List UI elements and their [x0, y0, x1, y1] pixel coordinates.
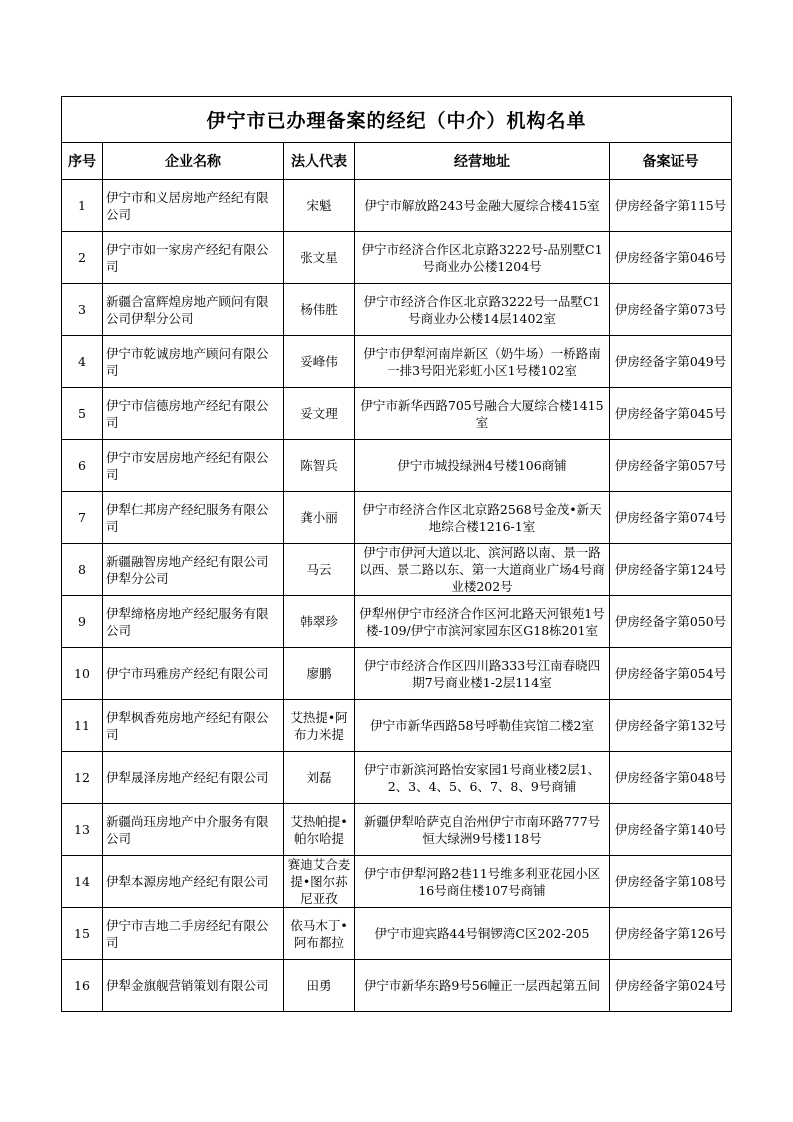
- cell-company-name-text: 伊宁市玛雅房产经纪有限公司: [106, 666, 269, 681]
- cell-no-text: 8: [78, 562, 86, 577]
- cell-legal-rep-text: 依马木丁•阿布都拉: [290, 917, 348, 950]
- cell-cert-no-text: 伊房经备字第049号: [614, 354, 727, 369]
- cell-company-name-text: 新疆尚珏房地产中介服务有限公司: [106, 813, 269, 846]
- cell-company-name: [103, 232, 284, 284]
- cell-legal-rep-text: 廖鹏: [306, 666, 332, 681]
- cell-company-name-text: 伊犁缔格房地产经纪服务有限公司: [106, 605, 269, 638]
- table-row: [62, 908, 732, 960]
- cell-no-text: 2: [78, 250, 86, 265]
- table-row: [62, 440, 732, 492]
- cell-cert-no-text: 伊房经备字第108号: [614, 874, 727, 889]
- table-row: [62, 284, 732, 336]
- cell-legal-rep: [284, 596, 355, 648]
- cell-no-text: 1: [78, 198, 86, 213]
- cell-company-name: [103, 752, 284, 804]
- cell-legal-rep: [284, 908, 355, 960]
- cell-legal-rep: [284, 752, 355, 804]
- cell-no: [62, 492, 103, 544]
- table-row: [62, 492, 732, 544]
- cell-legal-rep: [284, 232, 355, 284]
- cell-cert-no-text: 伊房经备字第124号: [614, 562, 727, 577]
- cell-no-text: 9: [78, 614, 86, 629]
- cell-legal-rep-text: 刘磊: [306, 770, 332, 785]
- cell-company-name: [103, 544, 284, 596]
- cell-legal-rep: [284, 700, 355, 752]
- table-row: [62, 648, 732, 700]
- cell-cert-no-text: 伊房经备字第024号: [614, 978, 727, 993]
- cell-address: [355, 388, 610, 440]
- cell-legal-rep-text: 张文星: [300, 250, 338, 265]
- cell-company-name-text: 新疆融智房地产经纪有限公司伊犁分公司: [106, 553, 269, 586]
- cell-address-text: 新疆伊犁哈萨克自治州伊宁市南环路777号恒大绿洲9号楼118号: [363, 813, 601, 846]
- cell-cert-no: [610, 804, 732, 856]
- cell-address-text: 伊宁市伊犁河南岸新区（奶牛场）一桥路南一排3号阳光彩虹小区1号楼102室: [363, 345, 601, 378]
- cell-address-text: 伊宁市经济合作区北京路3222号一品墅C1号商业办公楼14层1402室: [363, 293, 601, 326]
- cell-company-name-text: 伊宁市吉地二手房经纪有限公司: [106, 917, 269, 950]
- cell-company-name-text: 伊犁本源房地产经纪有限公司: [106, 874, 269, 889]
- cell-address-text: 伊宁市经济合作区北京路2568号金茂•新天地综合楼1216-1室: [362, 501, 602, 534]
- table-row: [62, 856, 732, 908]
- cell-address: [355, 440, 610, 492]
- cell-address: [355, 284, 610, 336]
- cell-no-text: 16: [74, 978, 90, 993]
- cell-address: [355, 856, 610, 908]
- cell-legal-rep: [284, 440, 355, 492]
- cell-cert-no: [610, 960, 732, 1012]
- cell-company-name: [103, 492, 284, 544]
- cell-cert-no: [610, 544, 732, 596]
- cell-no: [62, 596, 103, 648]
- cell-legal-rep-text: 妥文理: [300, 406, 338, 421]
- cell-address: [355, 908, 610, 960]
- cell-company-name: [103, 596, 284, 648]
- cell-address-text: 伊宁市解放路243号金融大厦综合楼415室: [364, 198, 600, 213]
- cell-address: [355, 492, 610, 544]
- cell-address: [355, 752, 610, 804]
- cell-legal-rep-text: 龚小丽: [300, 510, 338, 525]
- cell-address-text: 伊宁市新华西路58号呼勒佳宾馆二楼2室: [370, 718, 594, 733]
- cell-address: [355, 960, 610, 1012]
- cell-address-text: 伊宁市新滨河路怡安家园1号商业楼2层1、2、3、4、5、6、7、8、9号商铺: [363, 761, 601, 794]
- cell-legal-rep-text: 马云: [306, 562, 332, 577]
- cell-no: [62, 544, 103, 596]
- cell-cert-no-text: 伊房经备字第045号: [614, 406, 727, 421]
- header-legal-rep: 法人代表: [284, 143, 355, 180]
- cell-legal-rep-text: 宋魁: [306, 198, 332, 213]
- cell-no-text: 12: [74, 770, 90, 785]
- cell-no-text: 4: [78, 354, 86, 369]
- cell-address: [355, 700, 610, 752]
- cell-address-text: 伊宁市新华东路9号56幢正一层西起第五间: [363, 978, 601, 993]
- cell-cert-no-text: 伊房经备字第054号: [614, 666, 727, 681]
- table-row: [62, 596, 732, 648]
- header-row: [62, 143, 732, 180]
- table-row: [62, 700, 732, 752]
- cell-no-text: 14: [74, 874, 90, 889]
- table-row: [62, 180, 732, 232]
- cell-no-text: 6: [78, 458, 86, 473]
- cell-no: [62, 284, 103, 336]
- cell-company-name: [103, 648, 284, 700]
- cell-cert-no: [610, 700, 732, 752]
- cell-legal-rep: [284, 388, 355, 440]
- cell-company-name-text: 伊宁市信德房地产经纪有限公司: [106, 397, 269, 430]
- cell-legal-rep: [284, 856, 355, 908]
- cell-cert-no-text: 伊房经备字第074号: [614, 510, 727, 525]
- cell-company-name-text: 伊宁市如一家房产经纪有限公司: [106, 241, 269, 274]
- cell-company-name-text: 新疆合富辉煌房地产顾问有限公司伊犁分公司: [106, 293, 269, 326]
- cell-company-name-text: 伊宁市乾诚房地产顾问有限公司: [106, 345, 269, 378]
- cell-company-name: [103, 804, 284, 856]
- cell-no-text: 5: [78, 406, 86, 421]
- cell-no: [62, 336, 103, 388]
- table-row: [62, 752, 732, 804]
- cell-legal-rep: [284, 648, 355, 700]
- cell-legal-rep-text: 艾热提•阿布力米提: [290, 709, 348, 742]
- cell-cert-no: [610, 752, 732, 804]
- cell-legal-rep: [284, 960, 355, 1012]
- cell-legal-rep-text: 韩翠珍: [300, 614, 338, 629]
- cell-cert-no: [610, 284, 732, 336]
- cell-legal-rep: [284, 336, 355, 388]
- cell-company-name: [103, 440, 284, 492]
- cell-no-text: 7: [78, 510, 86, 525]
- cell-company-name: [103, 700, 284, 752]
- cell-address-text: 伊宁市迎宾路44号铜锣湾C区202-205: [374, 926, 590, 941]
- cell-no: [62, 388, 103, 440]
- cell-legal-rep: [284, 492, 355, 544]
- table-row: [62, 336, 732, 388]
- cell-address-text: 伊宁市城投绿洲4号楼106商铺: [397, 458, 567, 473]
- cell-cert-no: [610, 856, 732, 908]
- cell-no: [62, 440, 103, 492]
- cell-no-text: 3: [78, 302, 86, 317]
- cell-no: [62, 752, 103, 804]
- cell-no: [62, 700, 103, 752]
- cell-address-text: 伊宁市伊犁河路2巷11号维多利亚花园小区16号商住楼107号商铺: [363, 865, 601, 898]
- cell-address: [355, 232, 610, 284]
- cell-company-name-text: 伊犁仁邦房产经纪服务有限公司: [106, 501, 269, 534]
- cell-company-name-text: 伊犁枫香苑房地产经纪有限公司: [106, 709, 269, 742]
- cell-cert-no: [610, 388, 732, 440]
- cell-cert-no: [610, 492, 732, 544]
- cell-no: [62, 180, 103, 232]
- cell-company-name-text: 伊宁市和义居房地产经纪有限公司: [106, 189, 269, 222]
- cell-company-name: [103, 336, 284, 388]
- cell-cert-no-text: 伊房经备字第140号: [614, 822, 727, 837]
- cell-no: [62, 804, 103, 856]
- cell-address-text: 伊宁市经济合作区北京路3222号-品别墅C1号商业办公楼1204号: [361, 241, 603, 274]
- page-title: 伊宁市已办理备案的经纪（中介）机构名单: [62, 97, 732, 143]
- title-row: [62, 97, 732, 143]
- cell-cert-no: [610, 336, 732, 388]
- table-row: [62, 804, 732, 856]
- table-row: [62, 544, 732, 596]
- table-row: [62, 960, 732, 1012]
- cell-no: [62, 232, 103, 284]
- header-cert-no: 备案证号: [610, 143, 732, 180]
- cell-no-text: 10: [74, 666, 90, 681]
- cell-address-text: 伊宁市新华西路705号融合大厦综合楼1415室: [360, 397, 604, 430]
- cell-address: [355, 336, 610, 388]
- cell-address-text: 伊宁市经济合作区四川路333号江南春晓四期7号商业楼1-2层114室: [363, 657, 601, 690]
- cell-company-name: [103, 388, 284, 440]
- cell-cert-no-text: 伊房经备字第132号: [614, 718, 727, 733]
- cell-cert-no-text: 伊房经备字第115号: [614, 198, 727, 213]
- cell-legal-rep: [284, 180, 355, 232]
- cell-legal-rep: [284, 804, 355, 856]
- cell-cert-no: [610, 232, 732, 284]
- cell-company-name: [103, 284, 284, 336]
- cell-cert-no-text: 伊房经备字第073号: [614, 302, 727, 317]
- cell-cert-no: [610, 596, 732, 648]
- cell-address-text: 伊犁州伊宁市经济合作区河北路天河银苑1号楼-109/伊宁市滨河家园东区G18栋201室: [359, 605, 605, 638]
- cell-no: [62, 856, 103, 908]
- cell-no: [62, 960, 103, 1012]
- cell-legal-rep-text: 陈智兵: [300, 458, 338, 473]
- agency-registry-table: [61, 96, 732, 1012]
- cell-cert-no-text: 伊房经备字第050号: [614, 614, 727, 629]
- cell-no: [62, 648, 103, 700]
- cell-address: [355, 544, 610, 596]
- cell-address: [355, 804, 610, 856]
- table-row: [62, 388, 732, 440]
- cell-cert-no: [610, 440, 732, 492]
- cell-no-text: 15: [74, 926, 90, 941]
- cell-legal-rep: [284, 284, 355, 336]
- cell-cert-no-text: 伊房经备字第048号: [614, 770, 727, 785]
- cell-cert-no-text: 伊房经备字第126号: [614, 926, 727, 941]
- cell-no-text: 13: [74, 822, 90, 837]
- cell-company-name: [103, 960, 284, 1012]
- header-company-name: 企业名称: [103, 143, 284, 180]
- cell-company-name-text: 伊宁市安居房地产经纪有限公司: [106, 449, 269, 482]
- cell-company-name: [103, 856, 284, 908]
- cell-company-name: [103, 180, 284, 232]
- cell-address-text: 伊宁市伊河大道以北、滨河路以南、景一路以西、景二路以东、第一大道商业广场4号商业楼202号: [359, 545, 605, 594]
- cell-legal-rep-text: 妥峰伟: [300, 354, 338, 369]
- cell-company-name: [103, 908, 284, 960]
- cell-address: [355, 596, 610, 648]
- header-no: 序号: [62, 143, 103, 180]
- cell-legal-rep-text: 杨伟胜: [300, 302, 338, 317]
- cell-address: [355, 180, 610, 232]
- cell-legal-rep-text: 赛迪艾合麦提•图尔荪尼亚孜: [287, 857, 351, 906]
- cell-no: [62, 908, 103, 960]
- cell-cert-no: [610, 180, 732, 232]
- cell-cert-no: [610, 648, 732, 700]
- cell-company-name-text: 伊犁金旗舰营销策划有限公司: [106, 978, 269, 993]
- cell-cert-no: [610, 908, 732, 960]
- cell-cert-no-text: 伊房经备字第046号: [614, 250, 727, 265]
- table-row: [62, 232, 732, 284]
- cell-legal-rep: [284, 544, 355, 596]
- cell-legal-rep-text: 田勇: [306, 978, 332, 993]
- header-address: 经营地址: [355, 143, 610, 180]
- cell-company-name-text: 伊犁晟泽房地产经纪有限公司: [106, 770, 269, 785]
- cell-cert-no-text: 伊房经备字第057号: [614, 458, 727, 473]
- cell-no-text: 11: [74, 718, 90, 733]
- cell-address: [355, 648, 610, 700]
- cell-legal-rep-text: 艾热帕提•帕尔哈提: [290, 813, 348, 846]
